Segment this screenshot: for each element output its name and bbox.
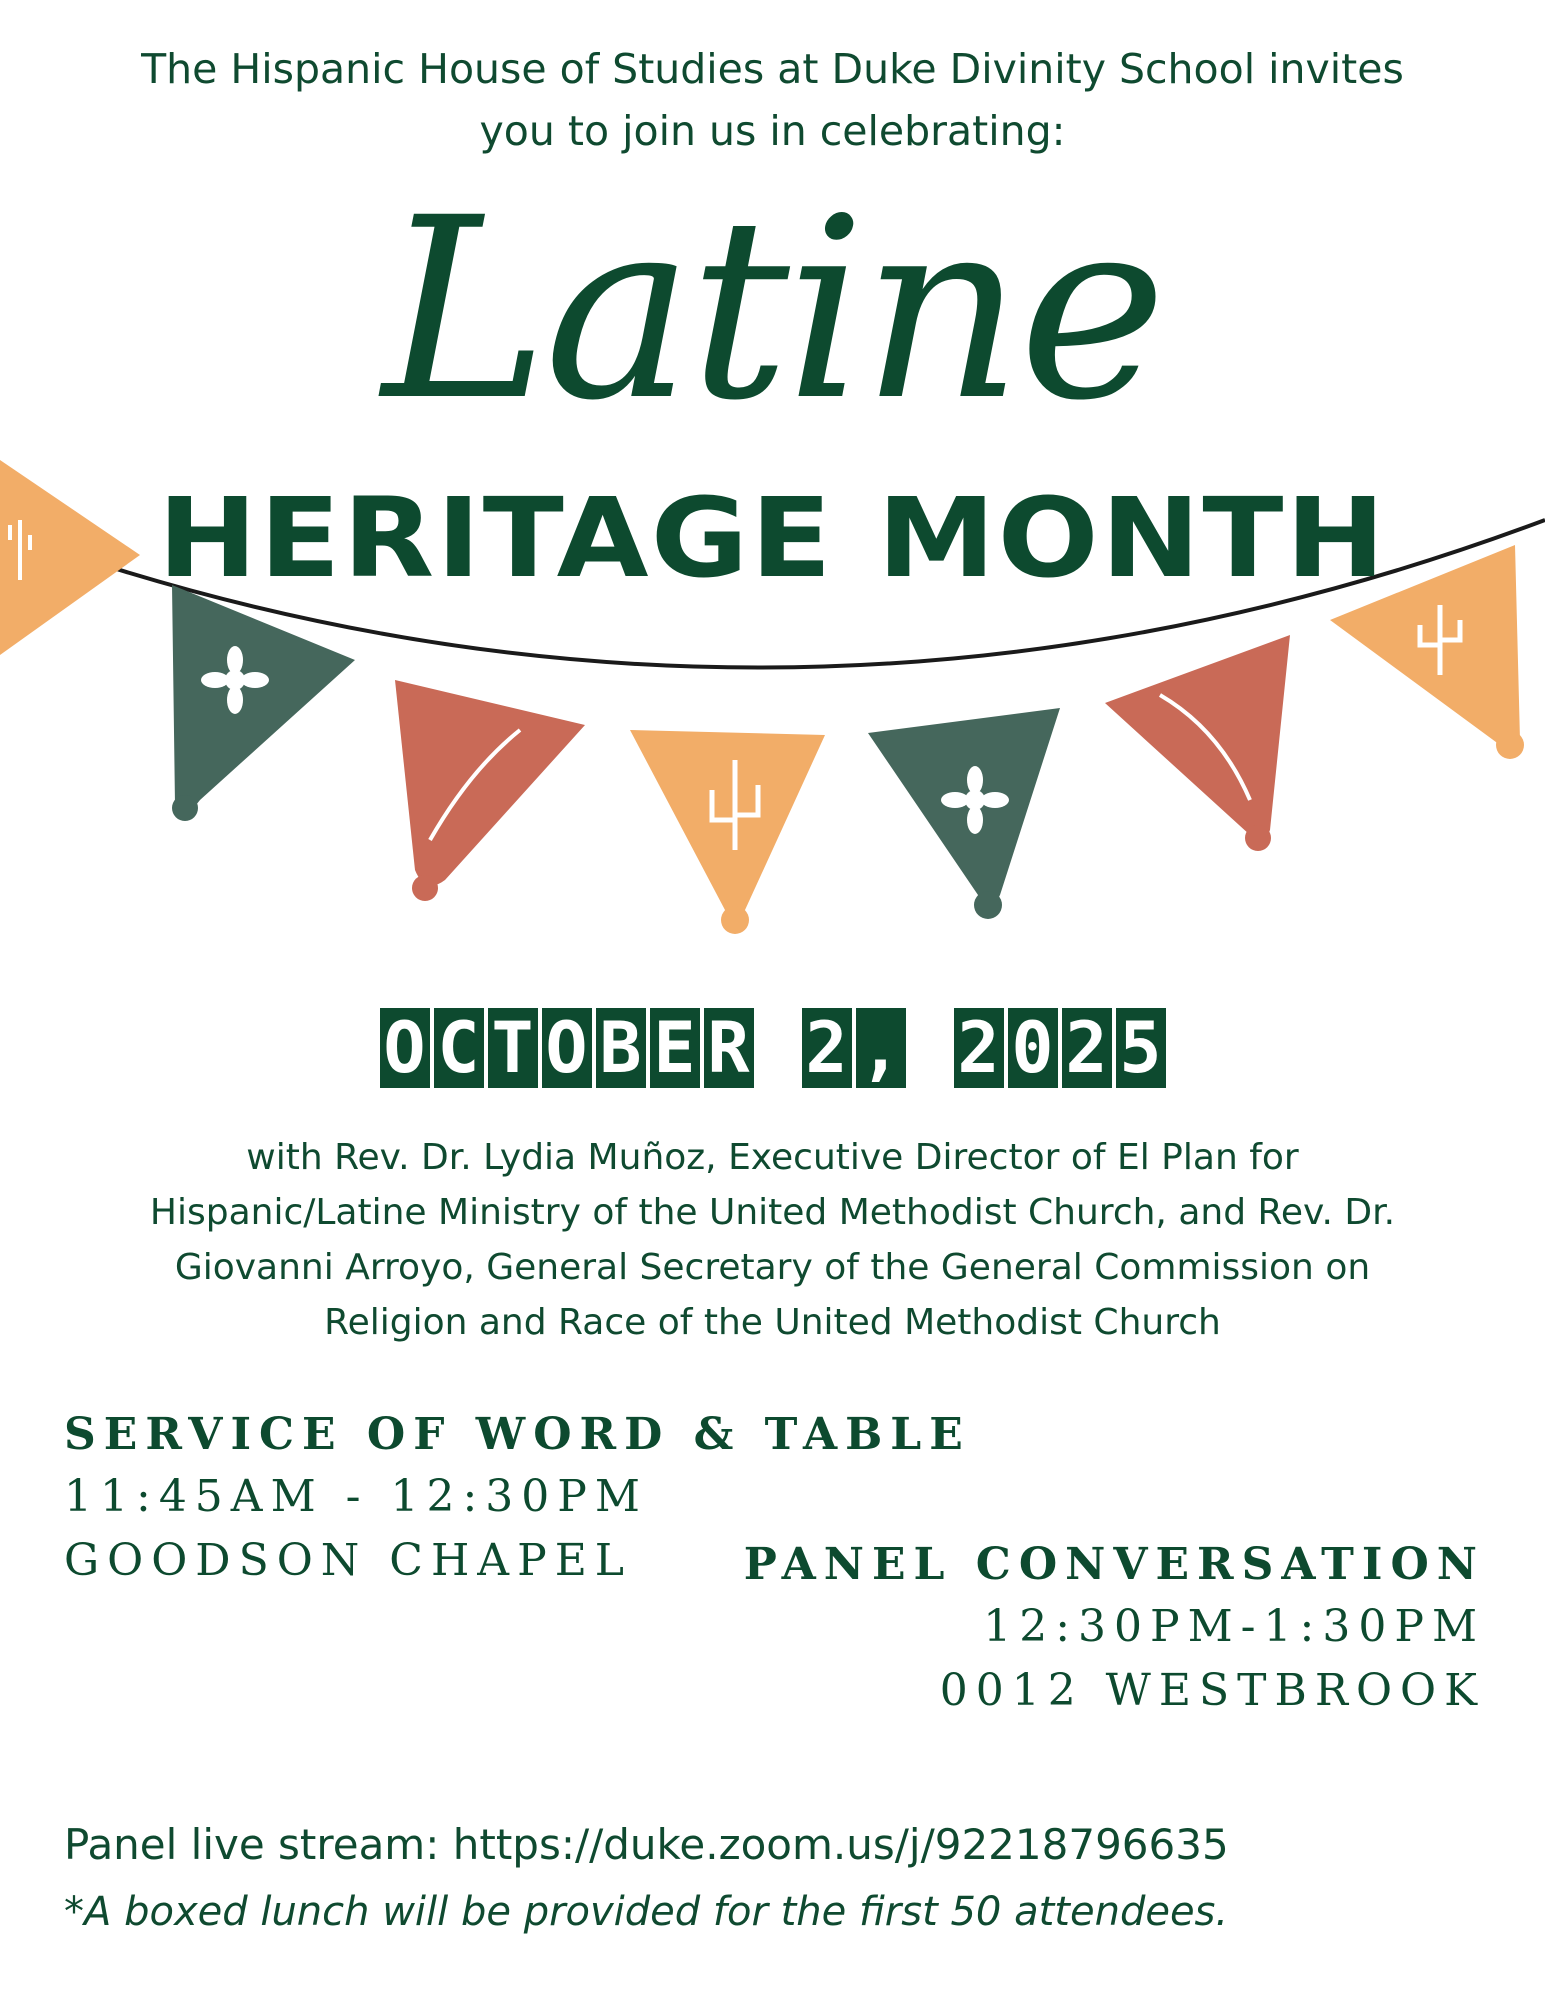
date-character: B — [596, 1008, 646, 1088]
date-character: 2 — [954, 1008, 1004, 1088]
flag-leaf-2 — [1105, 635, 1290, 851]
invitation-intro — [0, 38, 1545, 162]
panel-info — [744, 1535, 1485, 1723]
speakers-line-2: Hispanic/Latine Ministry of the United Methodist Church, and Rev. Dr. — [149, 1192, 1396, 1233]
speakers-description — [70, 1130, 1475, 1350]
service-location: GOODSON CHAPEL — [64, 1535, 633, 1586]
live-stream-link[interactable]: Panel live stream: https://duke.zoom.us/j/92218796635 — [64, 1820, 1229, 1869]
flag-leaf-1 — [395, 680, 585, 901]
lunch-note: *A boxed lunch will be provided for the first 50 attendees. — [64, 1889, 1229, 1935]
date-character: E — [650, 1008, 700, 1088]
heritage-month-heading: HERITAGE MONTH — [157, 474, 1388, 602]
date-character: 2 — [802, 1008, 852, 1088]
date-character: 0 — [1008, 1008, 1058, 1088]
date-character: C — [434, 1008, 484, 1088]
date-character: , — [856, 1008, 906, 1088]
date-character: O — [380, 1008, 430, 1088]
script-title: Latine — [382, 164, 1163, 455]
flag-cactus-center — [630, 730, 825, 934]
date-character: R — [704, 1008, 754, 1088]
date-character: O — [542, 1008, 592, 1088]
panel-location: 0012 WESTBROOK — [939, 1665, 1485, 1716]
panel-time: 12:30PM-1:30PM — [983, 1601, 1485, 1652]
date-character: 5 — [1116, 1008, 1166, 1088]
service-title: SERVICE OF WORD & TABLE — [64, 1409, 971, 1460]
date-gap — [908, 1008, 952, 1088]
intro-line-2: you to join us in celebrating: — [479, 107, 1066, 155]
event-date — [0, 1008, 1545, 1088]
speakers-line-3: Giovanni Arroyo, General Secretary of the General Commission on — [174, 1247, 1371, 1288]
flag-flower-2 — [868, 708, 1060, 919]
date-character: T — [488, 1008, 538, 1088]
intro-line-1: The Hispanic House of Studies at Duke Divinity School invites — [141, 45, 1404, 93]
service-time: 11:45AM - 12:30PM — [64, 1471, 648, 1522]
speakers-line-4: Religion and Race of the United Methodist Church — [324, 1302, 1221, 1343]
flag-flower-1 — [172, 585, 355, 821]
panel-title: PANEL CONVERSATION — [743, 1539, 1485, 1590]
date-character: 2 — [1062, 1008, 1112, 1088]
speakers-line-1: with Rev. Dr. Lydia Muñoz, Executive Director of El Plan for — [246, 1137, 1299, 1178]
date-gap — [756, 1008, 800, 1088]
